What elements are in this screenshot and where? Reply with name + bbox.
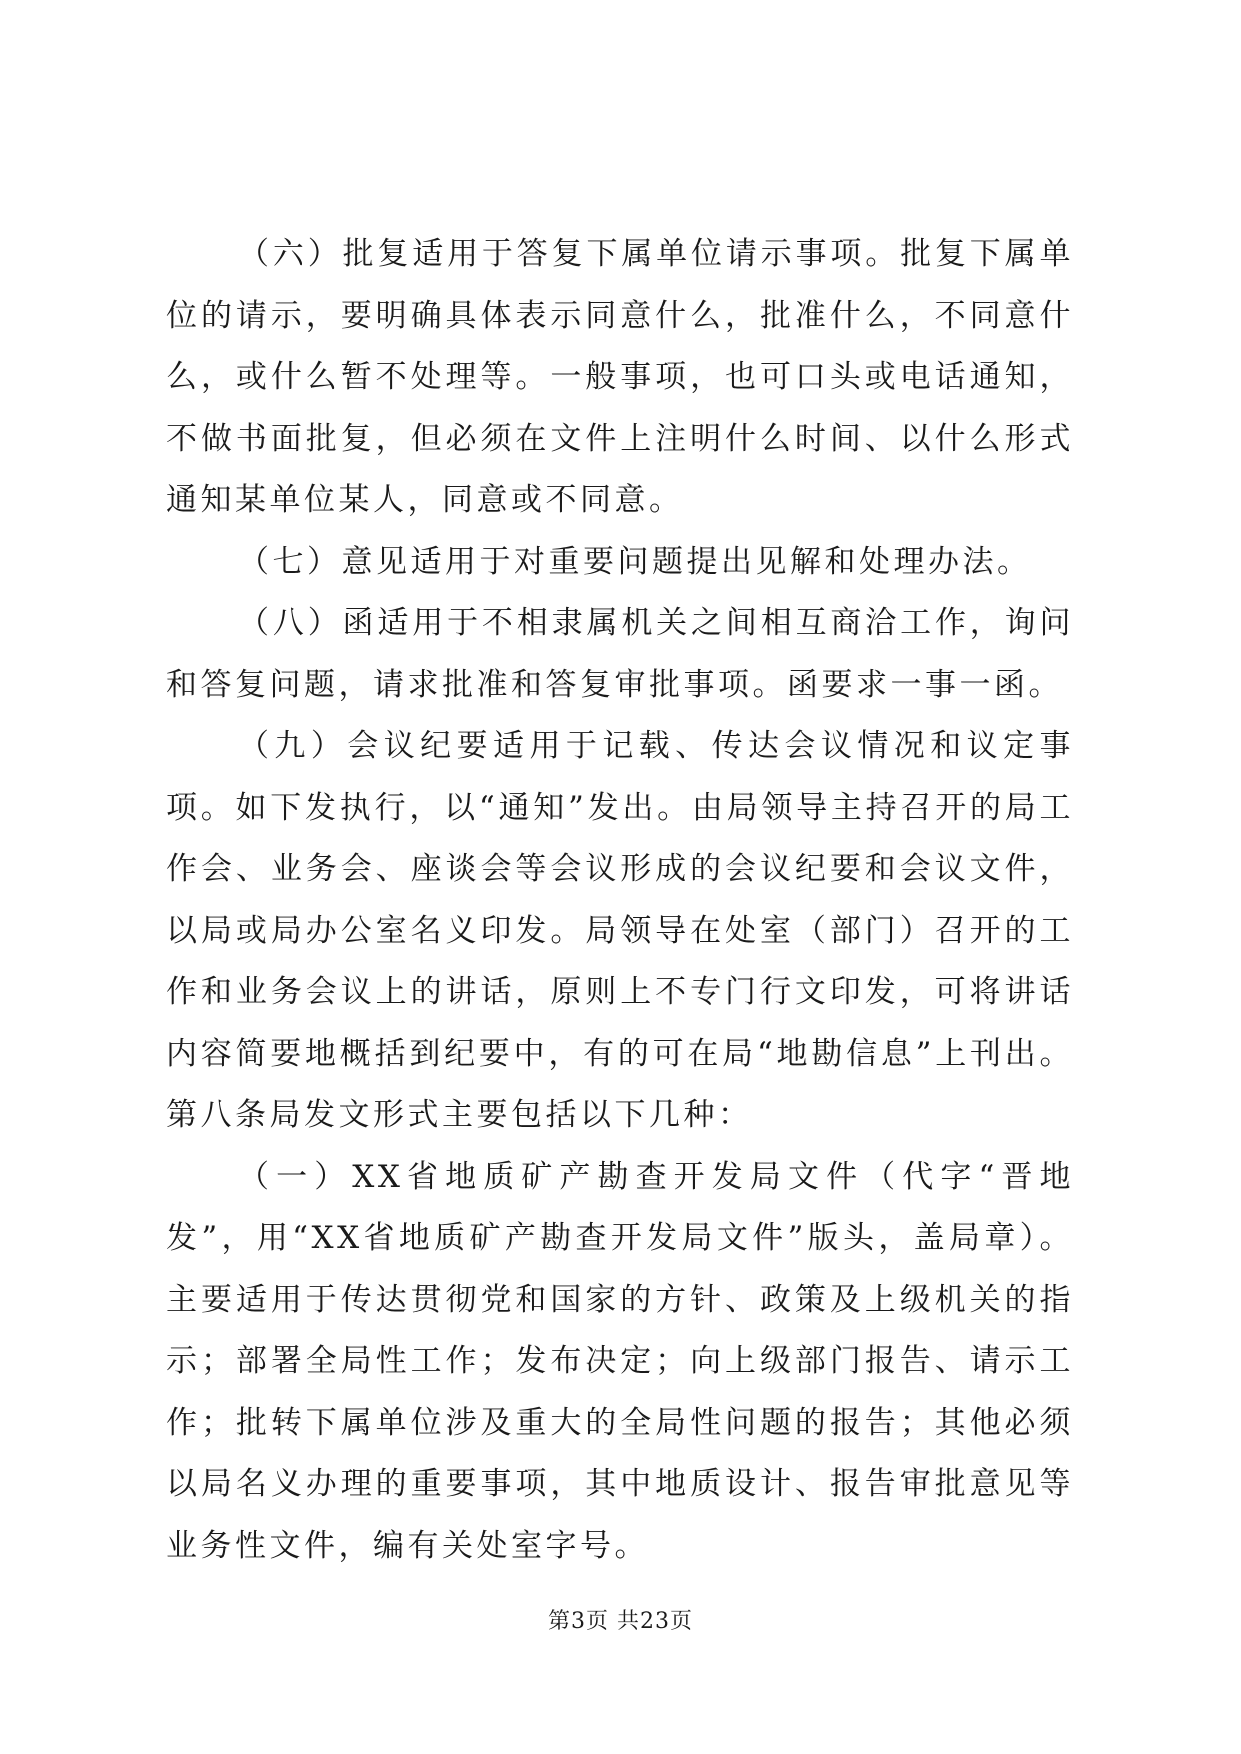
paragraph-opinion: （七）意见适用于对重要问题提出见解和处理办法。 — [238, 543, 1032, 580]
paragraph-reply: （六）批复适用于答复下属单位请示事项。批复下属单位的请示，要明确具体表示同意什么，批准什么，不同意什么，或什么暂不处理等。一般事项，也可口头或电话通知，不做书面批复，但必须在文件上注明什么时间、以什么形式通知某单位某人，同意或不同意。 — [166, 236, 1074, 518]
document-body — [166, 224, 1074, 1577]
paragraph-letter: （八）函适用于不相隶属机关之间相互商洽工作，询问和答复问题，请求批准和答复审批事项。函要求一事一函。 — [166, 605, 1074, 703]
page-number-footer: 第3页 共23页 — [548, 1609, 693, 1634]
paragraph-meeting-minutes: （九）会议纪要适用于记载、传达会议情况和议定事项。如下发执行，以“通知”发出。由局领导主持召开的局工作会、业务会、座谈会等会议形成的会议纪要和会议文件，以局或局办公室名义印发。局领导在处室（部门）召开的工作和业务会议上的讲话，原则上不专门行文印发，可将讲话内容简要地概括到纪要中，有的可在局“地勘信息”上刊出。第八条局发文形式主要包括以下几种： — [166, 728, 1074, 1133]
paragraph-bureau-document: （一）XX省地质矿产勘查开发局文件（代字“晋地发”，用“XX省地质矿产勘查开发局文件”版头，盖局章）。主要适用于传达贯彻党和国家的方针、政策及上级机关的指示；部署全局性工作；发布决定；向上级部门报告、请示工作；批转下属单位涉及重大的全局性问题的报告；其他必须以局名义办理的重要事项，其中地质设计、报告审批意见等业务性文件，编有关处室字号。 — [166, 1158, 1074, 1564]
